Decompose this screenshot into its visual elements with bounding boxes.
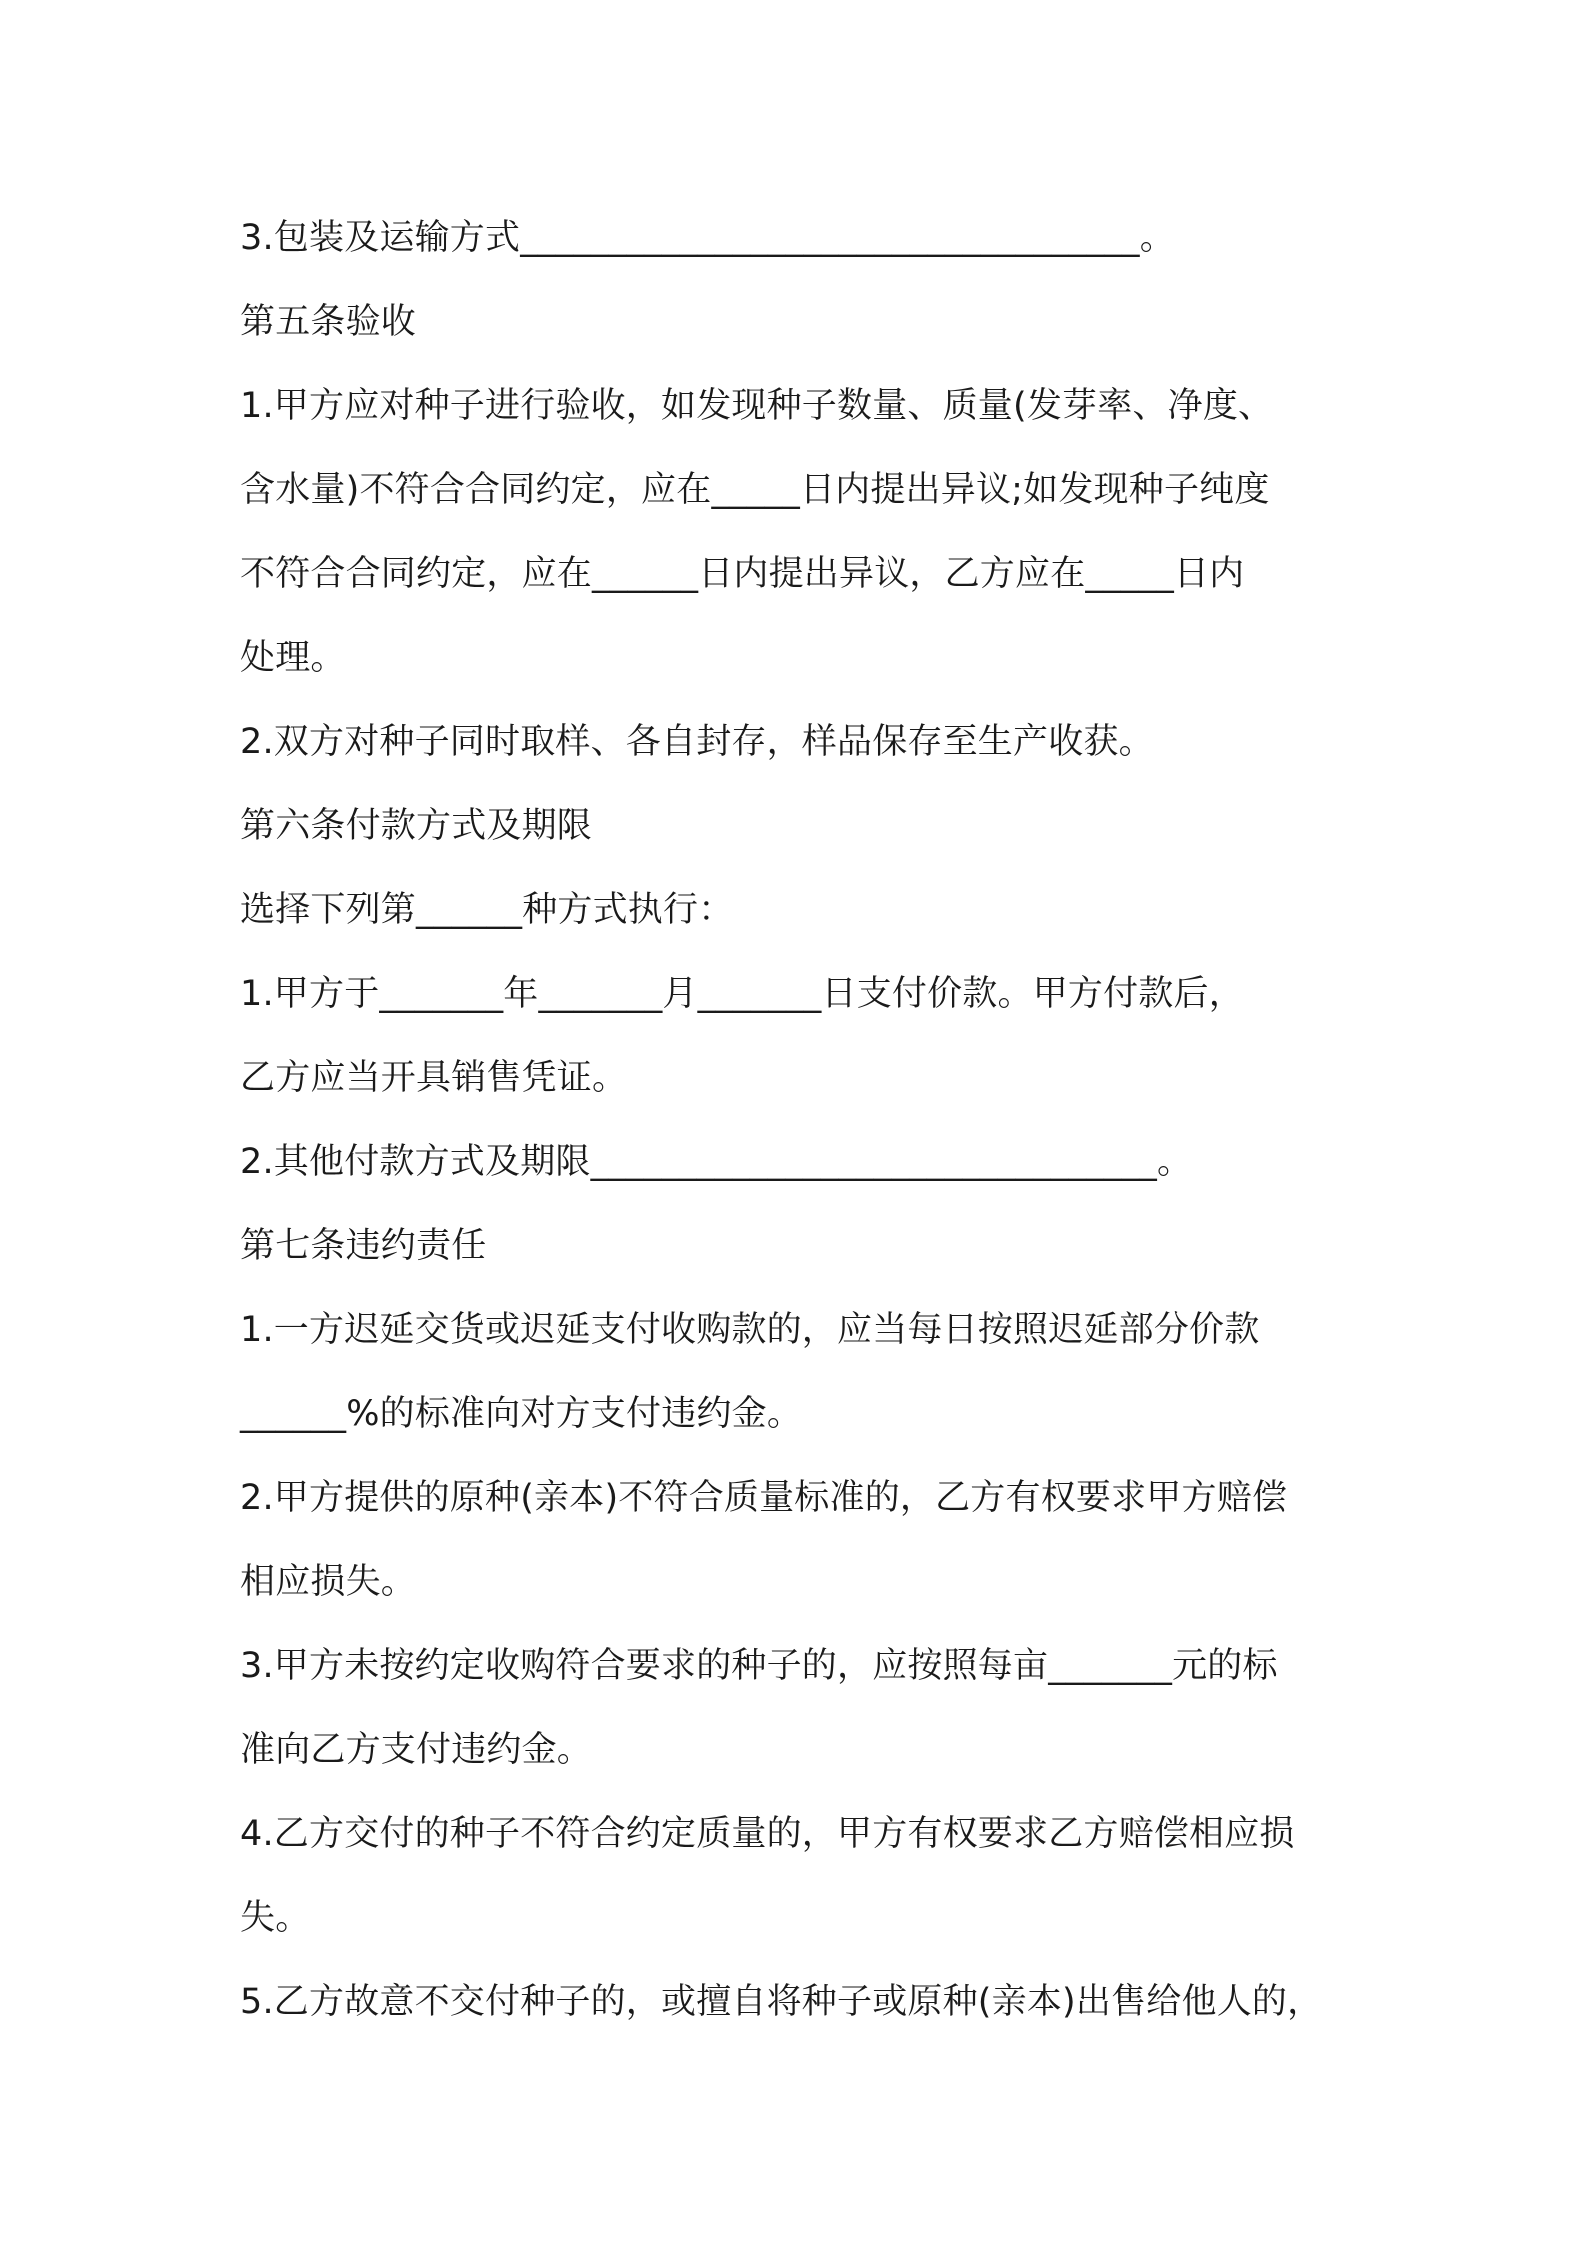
document-body [240,196,1370,2044]
clause-line: 失。 [240,1898,311,1938]
clause-line: 1.甲方于_______年_______月_______日支付价款。甲方付款后， [240,974,1244,1014]
article-heading: 第五条验收 [240,302,417,342]
clause-line: 2.甲方提供的原种(亲本)不符合质量标准的，乙方有权要求甲方赔偿 [240,1478,1288,1518]
clause-line: 4.乙方交付的种子不符合约定质量的，甲方有权要求乙方赔偿相应损 [240,1814,1295,1854]
clause-line: 2.其他付款方式及期限________________________________。 [240,1142,1193,1182]
clause-line: 准向乙方支付违约金。 [240,1730,593,1770]
clause-line: 乙方应当开具销售凭证。 [240,1058,628,1098]
clause-line: ______%的标准向对方支付违约金。 [240,1394,803,1434]
clause-line: 含水量)不符合合同约定，应在_____日内提出异议;如发现种子纯度 [240,470,1270,510]
article-heading: 第六条付款方式及期限 [240,806,593,846]
clause-line: 3.甲方未按约定收购符合要求的种子的，应按照每亩_______元的标 [240,1646,1278,1686]
article-heading: 第七条违约责任 [240,1226,487,1266]
clause-line: 2.双方对种子同时取样、各自封存，样品保存至生产收获。 [240,722,1154,762]
clause-line: 5.乙方故意不交付种子的，或擅自将种子或原种(亲本)出售给他人的， [240,1982,1323,2022]
clause-line: 选择下列第______种方式执行： [240,890,734,930]
clause-line: 1.一方迟延交货或迟延支付收购款的，应当每日按照迟延部分价款 [240,1310,1260,1350]
clause-line: 3.包装及运输方式___________________________________。 [240,218,1175,258]
clause-line: 处理。 [240,638,346,678]
clause-line: 相应损失。 [240,1562,417,1602]
clause-line: 不符合合同约定，应在______日内提出异议，乙方应在_____日内 [240,554,1245,594]
clause-line: 1.甲方应对种子进行验收，如发现种子数量、质量(发芽率、净度、 [240,386,1274,426]
